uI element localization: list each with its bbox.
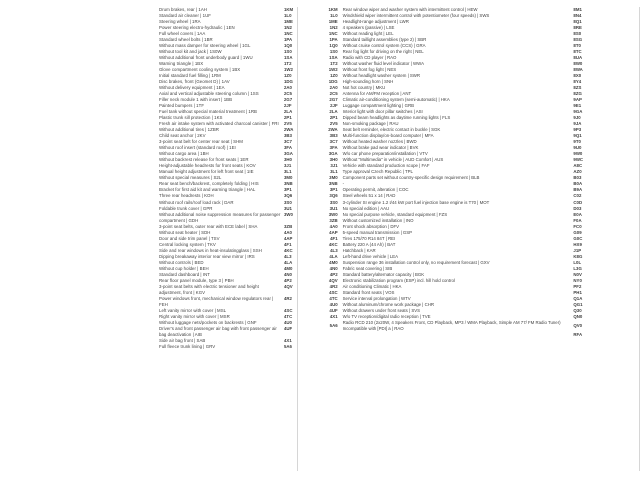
equipment-code: 3C7 bbox=[329, 139, 338, 145]
equipment-code: 4P2 bbox=[284, 277, 292, 283]
equipment-code: 3GA bbox=[328, 151, 338, 157]
equipment-description: W/o TV reception/digital radio reception | TVE bbox=[342, 313, 431, 319]
equipment-code-secondary: D03 bbox=[573, 205, 582, 211]
table-row bbox=[159, 296, 300, 308]
equipment-code: 1DG bbox=[284, 79, 293, 85]
equipment-code-secondary: N0V bbox=[573, 271, 582, 277]
equipment-code: 2G7 bbox=[329, 97, 338, 103]
equipment-description: 4 speakers (passive) | LSE bbox=[342, 25, 395, 31]
equipment-code: 1W2 bbox=[284, 67, 293, 73]
equipment-code: 3Q6 bbox=[329, 193, 338, 199]
equipment-description: Foldable trunk cover | GPR bbox=[159, 205, 213, 211]
equipment-description: Without cruise control system (CCS) | GRA bbox=[342, 43, 426, 49]
equipment-code: 2V5 bbox=[329, 121, 338, 127]
equipment-description: Without tool kit and jack | 1S0W bbox=[159, 49, 222, 55]
equipment-code-secondary: C0D bbox=[573, 199, 583, 205]
equipment-description: 3-cylinder SI engine 1.2 I/44 kW port fuel injection base engine is T70 | MOT bbox=[342, 199, 490, 205]
equipment-description: Without brake pad wear indicator | BVK bbox=[342, 145, 419, 151]
equipment-description: Rear floor panel module, type 3 | PBH bbox=[159, 277, 234, 283]
two-panel-layout bbox=[0, 7, 640, 480]
equipment-code: 2WA bbox=[328, 127, 338, 133]
equipment-code-secondary: PF2 bbox=[573, 283, 582, 289]
equipment-description: Power steering electro-hydraulic | 1EN bbox=[159, 25, 235, 31]
equipment-description: Three rear headrests | KOH bbox=[159, 193, 214, 199]
equipment-code: 1T2 bbox=[284, 61, 292, 67]
equipment-code: 2LA bbox=[329, 109, 338, 115]
equipment-code: 1S0 bbox=[284, 49, 292, 55]
equipment-code: 3C7 bbox=[284, 139, 292, 145]
equipment-code: 1T2 bbox=[330, 61, 338, 67]
equipment-description: Without additional front underbody guard | 1WU bbox=[159, 55, 253, 61]
equipment-description: 5-speed manual transmission | GSP bbox=[342, 229, 413, 235]
equipment-description: Without mass damper for steering wheel | 1GL bbox=[159, 43, 251, 49]
table-row bbox=[296, 332, 626, 338]
equipment-description: Painted bumpers | 1TF bbox=[159, 103, 205, 109]
equipment-code-secondary: 8X0 bbox=[573, 73, 582, 79]
equipment-description: Rear window wiper and washer system with intermittent control | HEW bbox=[342, 7, 478, 12]
equipment-code: 4L3 bbox=[284, 253, 292, 259]
equipment-code-secondary: B0A bbox=[573, 181, 583, 187]
equipment-code: 3W0 bbox=[284, 211, 293, 217]
equipment-description: Child seat anchor | 2KV bbox=[159, 133, 206, 139]
equipment-code-secondary: 9WC bbox=[573, 157, 584, 163]
equipment-description: Radio RCD 210 (2x20W, 4 Speakers Front, CD Playback, MP3 / WMA Playback, Simple AM 77/ FM Radio Tuner) Incompatible with [PDI] a | RAO bbox=[342, 319, 561, 331]
equipment-description: Without roof insert (standard roof) | 1EI bbox=[159, 145, 236, 151]
equipment-description: Component parts set without country-specific design requirement | BLB bbox=[342, 175, 480, 181]
equipment-description: Right vanity mirror with cover | MSR bbox=[159, 313, 230, 319]
equipment-code-secondary: QV0 bbox=[573, 322, 583, 328]
equipment-code: 4M0 bbox=[329, 259, 338, 265]
equipment-description: W/o car phone preparation/installation | VTV bbox=[342, 151, 428, 157]
left-equipment-list bbox=[0, 7, 297, 350]
equipment-description: Without washer fluid level indicator | WWA bbox=[342, 61, 424, 67]
equipment-code: 4TC bbox=[284, 313, 293, 319]
left-equipment-table bbox=[159, 7, 300, 350]
right-equipment-table bbox=[296, 7, 626, 338]
equipment-description: Fresh air intake system with activated charcoal canister | FRI bbox=[159, 121, 279, 127]
equipment-code: 4KC bbox=[328, 241, 338, 247]
equipment-code: 3Q6 bbox=[284, 193, 293, 199]
equipment-code: 1Z0 bbox=[330, 73, 338, 79]
equipment-description: Without luggage nets/pockets on backrests | GNF bbox=[159, 319, 257, 325]
equipment-code-secondary: 9J0 bbox=[573, 115, 581, 121]
equipment-code-secondary: 8W0 bbox=[573, 61, 583, 67]
equipment-code: 1L0 bbox=[330, 13, 338, 19]
equipment-code-secondary: G0C bbox=[573, 235, 583, 241]
equipment-code: 3H0 bbox=[284, 157, 292, 163]
equipment-code: 4QV bbox=[328, 277, 338, 283]
table-row bbox=[159, 212, 300, 224]
equipment-code-secondary: PH1 bbox=[573, 289, 582, 295]
equipment-code: 2WA bbox=[284, 127, 294, 133]
equipment-code: 1SA bbox=[329, 55, 338, 61]
table-row bbox=[296, 260, 626, 266]
equipment-code-secondary: 8M1 bbox=[573, 7, 582, 12]
equipment-description: Seat belt reminder, electric contact in buckle | SGK bbox=[342, 127, 441, 133]
right-table-body bbox=[296, 7, 626, 338]
equipment-code: 4TC bbox=[329, 295, 338, 301]
equipment-code: 4SC bbox=[329, 289, 338, 295]
equipment-code-secondary: 9AP bbox=[573, 97, 582, 103]
equipment-description: Standard dashboard | INT bbox=[159, 271, 210, 277]
equipment-code: 3NB bbox=[284, 181, 293, 187]
equipment-code-secondary: 8ZG bbox=[573, 91, 582, 97]
equipment-code: 2C5 bbox=[329, 91, 338, 97]
equipment-description: Type approval Czech Republic | TPL bbox=[342, 169, 413, 175]
equipment-code: 3S0 bbox=[329, 199, 338, 205]
equipment-description: Without controls | BED bbox=[159, 259, 204, 265]
equipment-code-secondary: K8G bbox=[573, 253, 583, 259]
equipment-code: 2A0 bbox=[284, 85, 292, 91]
equipment-code: 1L0 bbox=[284, 13, 292, 19]
equipment-description: No special purpose vehicle, standard equipment | FZS bbox=[342, 211, 448, 217]
equipment-code: 2A0 bbox=[329, 85, 338, 91]
equipment-code-secondary: Q1A bbox=[573, 295, 583, 301]
left-table-body bbox=[159, 7, 300, 350]
equipment-code: 3ZB bbox=[284, 223, 293, 229]
equipment-description: Not hot country | MKU bbox=[342, 85, 386, 91]
equipment-code-secondary: B9A bbox=[573, 187, 583, 193]
equipment-description: Side and rear windows in heat-insulatingglass | SSH bbox=[159, 247, 262, 253]
equipment-description: Without roof rails/roof load rack | DAR bbox=[159, 199, 234, 205]
equipment-code-secondary: AZ0 bbox=[573, 169, 582, 175]
equipment-code: 4A0 bbox=[329, 223, 338, 229]
equipment-code-secondary: QG1 bbox=[573, 301, 583, 307]
equipment-code-secondary: 9Q1 bbox=[573, 133, 582, 139]
equipment-code-secondary: 9W0 bbox=[573, 151, 583, 157]
table-row bbox=[159, 284, 300, 296]
equipment-code: 2JF bbox=[284, 103, 292, 109]
table-row bbox=[159, 326, 300, 338]
equipment-code: 3FA bbox=[329, 145, 338, 151]
equipment-code: 3ZB bbox=[329, 217, 338, 223]
equipment-code: 1Q0 bbox=[329, 43, 338, 49]
equipment-code-secondary: FC0 bbox=[573, 223, 582, 229]
equipment-code: 1PA bbox=[284, 37, 293, 43]
equipment-code: 1NC bbox=[284, 31, 293, 37]
equipment-code-secondary: 8N4 bbox=[573, 13, 582, 19]
equipment-code-secondary: E0A bbox=[573, 211, 582, 217]
equipment-description: Rear fog light for driving on the right | NEL bbox=[342, 49, 424, 55]
equipment-description: Height-adjustable headrests for front seats | KOV bbox=[159, 163, 256, 169]
equipment-code: 2V5 bbox=[284, 121, 292, 127]
equipment-description: Suspension range 36 installation control only, no requirement forecast | GXV bbox=[342, 259, 490, 265]
equipment-description: Rear seat bench/backrest, completely folding | HIS bbox=[159, 181, 259, 187]
equipment-description: Operating permit, alteration | COC bbox=[342, 187, 409, 193]
equipment-code: 4L3 bbox=[330, 247, 338, 253]
equipment-description: Glove compartment cooling system | 1BX bbox=[159, 67, 241, 73]
equipment-code: 4LA bbox=[284, 259, 293, 265]
equipment-code-secondary: F0A bbox=[573, 217, 582, 223]
table-row bbox=[159, 344, 300, 350]
equipment-description: Without reading light | LEL bbox=[342, 31, 394, 37]
equipment-code: 4R2 bbox=[284, 295, 292, 301]
equipment-description: Power windows front, mechanical window regulators rear | FEH bbox=[159, 295, 274, 307]
equipment-description: Interior light with door pillar switches | ASI bbox=[342, 109, 423, 115]
equipment-code: 1ME bbox=[328, 19, 338, 25]
equipment-description: 3-point seat belts with electric tensioner and height adjustment, front | KGV bbox=[159, 283, 259, 295]
equipment-code: 4X1 bbox=[284, 337, 292, 343]
equipment-description: Without additional tires | 1ZBR bbox=[159, 127, 219, 133]
equipment-code: 1SA bbox=[284, 55, 293, 61]
equipment-code: 3L1 bbox=[330, 169, 338, 175]
equipment-code-secondary: L0L bbox=[573, 259, 582, 265]
equipment-code: 4N0 bbox=[329, 265, 338, 271]
equipment-description: Steel wheels 51 x 14 | RAD bbox=[342, 193, 396, 199]
equipment-code-secondary: 9JA bbox=[573, 121, 582, 127]
equipment-description: Service interval prolongation | WTV bbox=[342, 295, 411, 301]
equipment-code: 5A6 bbox=[284, 343, 292, 349]
equipment-description: - bbox=[342, 181, 345, 187]
equipment-code-secondary: 8T0 bbox=[573, 43, 581, 49]
equipment-description: Battery 220 A (44 Ah) | BAT bbox=[342, 241, 396, 247]
equipment-code-secondary: HX9 bbox=[573, 241, 582, 247]
equipment-description: Without seat heater | SDH bbox=[159, 229, 211, 235]
equipment-description: Luggage compartment lighting | GRB bbox=[342, 103, 415, 109]
equipment-code: 2C5 bbox=[284, 91, 292, 97]
equipment-description: Filler neck module 1 with insert | 1BB bbox=[159, 97, 233, 103]
equipment-code-secondary: 8TC bbox=[573, 49, 582, 55]
equipment-description: Axial and vertical adjustable steering column | 1SS bbox=[159, 91, 259, 97]
equipment-code: 4M0 bbox=[284, 265, 293, 271]
equipment-description: Standard wheel bolts | 1BR bbox=[159, 37, 213, 43]
equipment-code: 3J1 bbox=[284, 163, 292, 169]
equipment-code: 4X1 bbox=[329, 313, 338, 319]
equipment-description: No special edition | AAU bbox=[342, 205, 390, 211]
equipment-code-secondary: 8SG bbox=[573, 37, 583, 43]
equipment-code: 4N0 bbox=[284, 271, 292, 277]
equipment-code: 4UF bbox=[329, 307, 338, 313]
equipment-code-secondary: 8ZS bbox=[573, 85, 582, 91]
equipment-code-secondary: 8WA bbox=[573, 67, 583, 73]
equipment-description: Windshield wiper intermittent control with potentiometer (four speeds) | SWS bbox=[342, 13, 490, 19]
equipment-code: 1Q0 bbox=[284, 43, 293, 49]
equipment-code-secondary: A8C bbox=[573, 163, 583, 169]
equipment-description: Standard air cleaner | 1UF bbox=[159, 13, 211, 19]
equipment-code: 1PA bbox=[329, 37, 338, 43]
equipment-description: Plastic trunk sill protection | 1KS bbox=[159, 115, 223, 121]
equipment-description: Disc brakes, front (Geomet D) | 1AV bbox=[159, 79, 230, 85]
equipment-description: Without cup holder | BEH bbox=[159, 265, 209, 271]
equipment-description: Central locking system | TKV bbox=[159, 241, 216, 247]
equipment-code: 3B3 bbox=[329, 133, 338, 139]
equipment-code: 3H0 bbox=[329, 157, 338, 163]
equipment-code-secondary: 9GA bbox=[573, 109, 583, 115]
equipment-description: Without "Multimedia" in vehicle | AUD Comfort | AUS bbox=[342, 157, 444, 163]
equipment-description: Without cargo area | 1BH bbox=[159, 151, 209, 157]
equipment-description: Without heated washer nozzles | BWD bbox=[342, 139, 417, 145]
equipment-description: Multi-function display/on-board computer | MFA bbox=[342, 133, 434, 139]
equipment-description: Tires 175/70 R14 84T | REI bbox=[342, 235, 396, 241]
equipment-code-secondary: 8Y4 bbox=[573, 79, 582, 85]
equipment-description: Without headlight washer system | SWR bbox=[342, 73, 421, 79]
equipment-code: 1DG bbox=[328, 79, 338, 85]
equipment-code: 4LA bbox=[329, 253, 338, 259]
equipment-code: 4U0 bbox=[284, 319, 292, 325]
equipment-description: Steering wheel | 1RA bbox=[159, 19, 201, 25]
equipment-code: 3W0 bbox=[328, 211, 338, 217]
equipment-code-secondary: 9E1 bbox=[573, 103, 582, 109]
equipment-description: Without drawers under front seats | SVS bbox=[342, 307, 421, 313]
equipment-code: 2JF bbox=[330, 103, 338, 109]
equipment-description: Bracket for first aid kit and warning triangle | HAL bbox=[159, 187, 256, 193]
equipment-code: 1ME bbox=[284, 19, 293, 25]
equipment-code: 3S0 bbox=[284, 199, 292, 205]
equipment-code: 1NC bbox=[328, 31, 338, 37]
equipment-description: Non-smoking package | RAU bbox=[342, 121, 399, 127]
equipment-code: 5A6 bbox=[329, 322, 338, 328]
equipment-code: 3NB bbox=[328, 181, 338, 187]
equipment-description: High-sounding horn | SNH bbox=[342, 79, 394, 85]
equipment-description: Driver's and front passenger air bag with front passenger air bag deactivation | AIB bbox=[159, 325, 277, 337]
equipment-code: 2G7 bbox=[284, 97, 293, 103]
equipment-description: Standard taillight assemblies (type 2) | SBR bbox=[342, 37, 427, 43]
equipment-description: Full wheel covers | 1AA bbox=[159, 31, 206, 37]
equipment-code: 4F1 bbox=[284, 241, 292, 247]
equipment-code: 1S0 bbox=[329, 49, 338, 55]
equipment-code: 4KC bbox=[284, 247, 293, 253]
equipment-code: 1KM bbox=[328, 7, 338, 12]
equipment-code-secondary: C02 bbox=[573, 193, 582, 199]
equipment-description: Front shock absorption | DFV bbox=[342, 223, 400, 229]
equipment-code: 1N2 bbox=[284, 25, 292, 31]
equipment-description: Without customized installation | INO bbox=[342, 217, 414, 223]
equipment-code: 3P1 bbox=[329, 187, 338, 193]
equipment-description: Side air bag front | SAB bbox=[159, 337, 206, 343]
equipment-code: 4P2 bbox=[329, 271, 338, 277]
equipment-code-secondary: J1P bbox=[573, 247, 582, 253]
equipment-code: 4AP bbox=[329, 229, 338, 235]
equipment-description bbox=[341, 332, 566, 338]
equipment-description: Hatchback | KAR bbox=[342, 247, 376, 253]
equipment-code: 4UF bbox=[284, 325, 293, 331]
equipment-code: 3U1 bbox=[284, 205, 292, 211]
equipment-code: 2P1 bbox=[284, 115, 292, 121]
right-equipment-list bbox=[298, 7, 639, 338]
equipment-code: 3J1 bbox=[330, 163, 338, 169]
equipment-description: Initial standard fuel filling | 1RM bbox=[159, 73, 221, 79]
equipment-description: Antenna for AM/FM reception | ANT bbox=[342, 91, 412, 97]
equipment-code-secondary: 9T0 bbox=[573, 139, 581, 145]
equipment-description: 3-point seat belt for center rear seat | SHM bbox=[159, 139, 243, 145]
equipment-description: Manual height adjustment for left front seat | 1IE bbox=[159, 169, 254, 175]
equipment-code-secondary: NY0 bbox=[573, 277, 582, 283]
equipment-code-secondary: G09 bbox=[573, 229, 582, 235]
equipment-code: 1N2 bbox=[329, 25, 338, 31]
equipment-description: Radio with CD player | RAO bbox=[342, 55, 397, 61]
table-row bbox=[296, 320, 626, 332]
equipment-code-secondary: B03 bbox=[573, 175, 582, 181]
equipment-code-secondary: RFA bbox=[573, 331, 583, 337]
equipment-description: Drum brakes, rear | 1AH bbox=[159, 7, 207, 12]
equipment-code: 4AP bbox=[284, 235, 293, 241]
equipment-code: 3U1 bbox=[329, 205, 338, 211]
equipment-code-secondary: L3G bbox=[573, 265, 582, 271]
equipment-description: Warning triangle | 1BX bbox=[159, 61, 204, 67]
equipment-description: Electronic stabilization program (ESP) incl. hill hold control bbox=[342, 277, 455, 283]
equipment-code: 1W2 bbox=[328, 67, 338, 73]
equipment-description: Full fleece trunk lining | GRV bbox=[159, 343, 216, 349]
equipment-description: Fabric seat covering | SIB bbox=[342, 265, 393, 271]
equipment-code-secondary: 8UA bbox=[573, 55, 583, 61]
equipment-code: 4F1 bbox=[330, 235, 338, 241]
equipment-code: 1KM bbox=[284, 7, 294, 12]
equipment-code: 3B3 bbox=[284, 133, 292, 139]
equipment-description: Without special measures | S2L bbox=[159, 175, 222, 181]
equipment-description: Left vanity mirror with cover | MSL bbox=[159, 307, 227, 313]
equipment-description: Standard front seats | VOS bbox=[342, 289, 395, 295]
equipment-code: 2P1 bbox=[329, 115, 338, 121]
equipment-code: 3P1 bbox=[284, 187, 292, 193]
equipment-description: Climatic air-conditioning system (semi-automatic) | HKA bbox=[342, 97, 450, 103]
equipment-description: Door and side trim panel | TSV bbox=[159, 235, 220, 241]
equipment-code-secondary: 9P3 bbox=[573, 127, 582, 133]
equipment-code: 3M0 bbox=[284, 175, 293, 181]
equipment-code: 4R2 bbox=[329, 283, 338, 289]
equipment-code-secondary: 8RE bbox=[573, 25, 582, 31]
equipment-code bbox=[296, 332, 341, 338]
equipment-code-secondary: 9U0 bbox=[573, 145, 582, 151]
equipment-description: Headlight-range adjustment | LWR bbox=[342, 19, 409, 25]
equipment-description: Standard battery/alternator capacity | BGK bbox=[342, 271, 425, 277]
equipment-description: Without delivery equipment | 1EA bbox=[159, 85, 225, 91]
equipment-description: Fuel tank without special material treatment | 1RB bbox=[159, 109, 257, 115]
equipment-code-secondary: Q30 bbox=[573, 307, 582, 313]
equipment-code: 4QV bbox=[284, 283, 293, 289]
equipment-description: Dipping breakaway interior rear view mirror | IRS bbox=[159, 253, 255, 259]
equipment-description: Vehicle with standard production scope | FAF bbox=[342, 163, 430, 169]
equipment-code: 4U0 bbox=[329, 301, 338, 307]
equipment-code: 3M0 bbox=[329, 175, 338, 181]
table-row bbox=[296, 200, 626, 206]
equipment-code: 3L1 bbox=[284, 169, 292, 175]
equipment-description: Left-hand drive vehicle | LEA bbox=[342, 253, 399, 259]
equipment-description: 3-point seat belts, outer rear with ECE label | SHA bbox=[159, 223, 258, 229]
equipment-description: Without front fog light | NES bbox=[342, 67, 397, 73]
equipment-code: 3GA bbox=[284, 151, 293, 157]
equipment-code-secondary: 8S0 bbox=[573, 31, 582, 37]
equipment-code-secondary: QN0 bbox=[573, 313, 583, 319]
equipment-code: 2LA bbox=[284, 109, 293, 115]
equipment-code: 4A0 bbox=[284, 229, 292, 235]
equipment-code: 4SC bbox=[284, 307, 293, 313]
equipment-description: Without backrest release for front seats | 1ER bbox=[159, 157, 249, 163]
equipment-description: Without additional noise suppression measures for passenger compartment | GDH bbox=[159, 211, 281, 223]
equipment-code: 1Z0 bbox=[284, 73, 292, 79]
equipment-code-secondary: 8Q1 bbox=[573, 19, 582, 25]
equipment-code: 3FA bbox=[284, 145, 292, 151]
equipment-description: Without aluminum/chrome work package | CHR bbox=[342, 301, 435, 307]
equipment-description: Dipped beam headlights as daytime running lights | FLS bbox=[342, 115, 451, 121]
equipment-description: Air conditioning Climatic | HKA bbox=[342, 283, 402, 289]
